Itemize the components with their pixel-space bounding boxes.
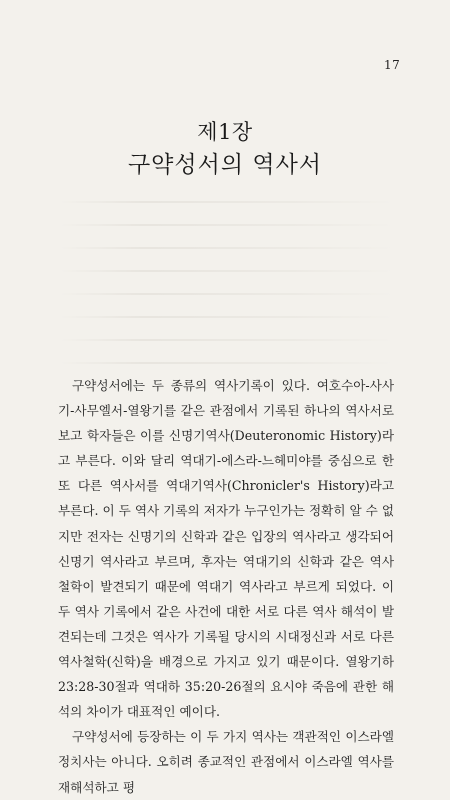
bleed-through-line [60,201,394,203]
paragraph: 구약성서에 등장하는 이 두 가지 역사는 객관적인 이스라엘 정치사는 아니다. 오히려 종교적인 관점에서 이스라엘 역사를 재해석하고 평 [58,729,394,795]
bleed-through-text [60,180,394,364]
body-text [58,373,394,800]
bleed-through-line [60,362,394,364]
paragraph: 구약성서에는 두 종류의 역사기록이 있다. 여호수아-사사기-사무엘서-열왕기를 같은 관점에서 기록된 하나의 역사서로 보고 학자들은 이를 신명기역사(Deuteronomic History)라고 부른다. 이와 달리 역대기-에스라-느헤미야를 중심으로 한 또 다른 역사서를 역대기역사(Chronicler's History)라고 부른다. 이 두 역사 기록의 저자가 누구인가는 정확히 알 수 없지만 전자는 신명기의 신학과 같은 입장의 역사라고 생각되어 신명기 역사라고 부르며, 후자는 역대기의 신학과 같은 역사 철학이 발견되기 때문에 역대기 역사라고 부르게 되었다. 이 두 역사 기록에서 같은 사건에 대한 서로 다른 역사 해석이 발견되는데 그것은 역사가 기록될 당시의 시대정신과 서로 다른 역사철학(신학)을 배경으로 가지고 있기 때문이다. 열왕기하 23:28-30절과 역대하 35:20-26절의 요시야 죽음에 관한 해석의 차이가 대표적인 예이다. [58,378,395,720]
bleed-through-line [60,316,394,318]
bleed-through-line [60,224,394,226]
bleed-through-line [60,270,394,272]
bleed-through-line [60,247,394,249]
bleed-through-line [60,339,394,341]
page-number: 17 [384,58,401,72]
bleed-through-line [60,293,394,295]
chapter-label: 제1장 [197,120,253,144]
chapter-title: 구약성서의 역사서 [127,152,323,178]
